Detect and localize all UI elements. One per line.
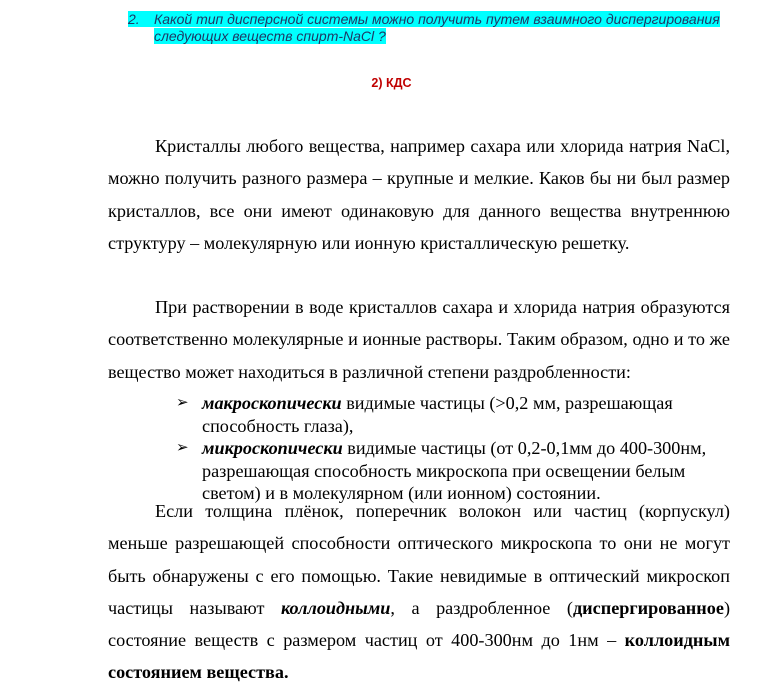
paragraph-3-text <box>108 495 730 689</box>
term-colloidal-state: коллоидным состоянием вещества. <box>108 630 730 683</box>
answer-label: 2) КДС <box>371 76 412 90</box>
dispersion-list <box>176 392 716 505</box>
list-item <box>176 392 716 437</box>
list-item-term: макроскопически <box>202 393 342 413</box>
list-item-term: микроскопически <box>202 438 343 458</box>
paragraph-3 <box>108 495 730 689</box>
paragraph-2 <box>108 291 730 388</box>
question-number: 2. <box>128 11 140 27</box>
list-item-text: видимые частицы (>0,2 мм, разрешающая способность глаза), <box>202 393 673 436</box>
paragraph-2-text: При растворении в воде кристаллов сахара и хлорида натрия образуются соответственно молекулярные и ионные растворы. Таким образом, одно и то же вещество может находиться в различной степени раздробленности: <box>108 297 730 382</box>
paragraph-3-part-1: Если толщина плёнок, поперечник волокон или частиц (корпускул) меньше разрешающей способности оптического микроскопа то они не могут быть обнаружены с его помощью. Такие невидимые в оптический микроскоп частицы называют <box>108 501 730 618</box>
paragraph-1-text: Кристаллы любого вещества, например сахара или хлорида натрия NaCl, можно получить разного размера – крупные и мелкие. Каков бы ни был размер кристаллов, все они имеют одинаковую для данного вещества внутреннюю структуру – молекулярную или ионную кристаллическую решетку. <box>108 136 730 253</box>
question <box>128 11 728 45</box>
paragraph-3-part-2: , а раздробленное ( <box>390 597 573 618</box>
term-dispersed: диспергированное <box>572 597 724 618</box>
arrowhead-bullet-icon: ➢ <box>176 395 189 411</box>
arrowhead-bullet-icon: ➢ <box>176 440 189 456</box>
paragraph-3-part-3: ) состояние веществ с размером частиц от 400-300нм до 1нм – <box>108 597 730 651</box>
list-item-text: видимые частицы (от 0,2-0,1мм до 400-300нм, разрешающая способность микроскопа при освещении белым светом) и в молекулярном (или ионном) состоянии. <box>202 438 707 503</box>
term-colloidal: коллоидными <box>280 597 391 618</box>
question-line-1: Какой тип дисперсной системы можно получить путем взаимного диспергирования <box>154 11 720 27</box>
question-line-2: следующих веществ спирт-NaCl ? <box>154 28 386 44</box>
paragraph-1 <box>108 130 730 259</box>
